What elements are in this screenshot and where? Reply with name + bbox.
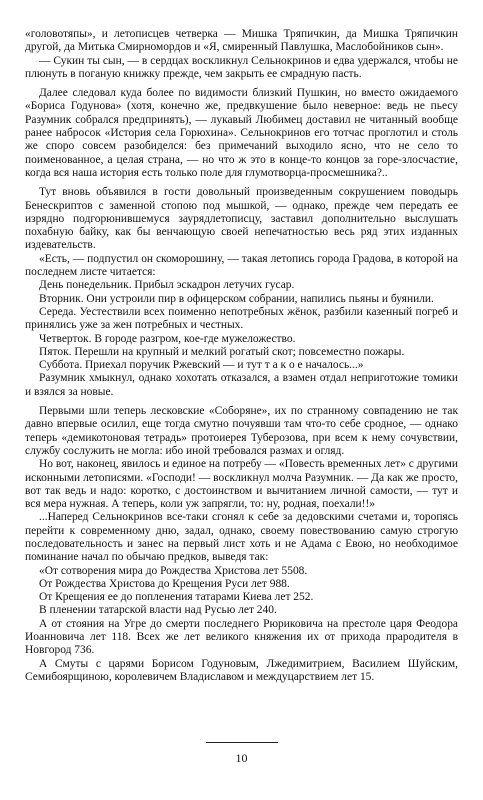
footer-divider: [206, 742, 278, 743]
paragraph: Первыми шли теперь лесковские «Соборяне», их по странному совпадению не так давно впервые осилил, еще тогда смутно почуявши там что-то себе сродное, — однако теперь «демикотоновая тетрадь» протоиерея Туберозова, при всем к нему сочувствии, службу сослужить не могла: ибо иной требовался размах и огляд.: [25, 405, 458, 457]
chronicle-entry: День понедельник. Прибыл эскадрон летучих гусар.: [39, 279, 295, 292]
chronology-line: А Смуты с царями Борисом Годуновым, Лжедимитрием, Василием Шуйским, Семибоярщиною, королевичем Владиславом и междуцарствием лет 15.: [25, 657, 458, 683]
paragraph: «головотяпы», и летописцев четверка — Мишка Тряпичкин, да Мишка Тряпичкин другой, да Митька Смирномордов и «Я, смиренный Павлушка, Маслобойников сын».: [25, 28, 458, 54]
chronicle-entry: Вторник. Они устроили пир в офицерском собрании, напились пьяны и буянили.: [39, 292, 434, 305]
paragraph: Далее следовал куда более по видимости близкий Пушкин, но вместо ожидаемого «Бориса Годунова» (хотя, конечно же, предвкушение было неверное: ведь не пьесу Разумник собрался предпринять), — лукавый Любимец доставил не читанный вообще ранее набросок «История села Горюхина». Сельнокринов его тотчас проглотил и столь же споро совсем разобиделся: без примечаний выходило ясно, что не село то поименованное, а целая страна, — но что ж это в конце-то концов за горе-злосчастие, когда вся наша история есть только поле для глумотворца-просмешника?..: [25, 87, 458, 179]
chronicle-entry: Суббота. Приехал поручик Ржевский — и тут т а к о е началось...»: [39, 359, 364, 372]
chronicle-entry: Середа. Уестествили всех поименно непотребных жёнок, разбили казенный погреб и принялись уже за жен потребных и честных.: [25, 305, 458, 332]
paragraph: Но вот, наконец, явилось и единое на потребу — «Повесть временных лет» с другими исконными летописями. «Господи! — воскликнул молча Разумник. — Да как же просто, вот так ведь и надо: коротко, с достоинством и вычитанием личной самости, — тут и вся мера нужная. А теперь, коли уж запрягли, то: ну, родная, поехали!!»: [25, 458, 458, 511]
page-number: 10: [235, 751, 248, 765]
paragraph: — Сукин ты сын, — в сердцах воскликнул Сельнокринов и едва удержался, чтобы не плюнуть в поганую книжку прежде, чем закрыть ее смрадную пасть.: [25, 54, 458, 80]
paragraph: Разумник хмыкнул, однако хохотать отказался, а взамен отдал неприготожие томики и взялся за новые.: [25, 372, 458, 398]
chronicle-entry: Пяток. Перешли на крупный и мелкий рогатый скот; повсеместно пожары.: [39, 345, 405, 358]
chronology-line: «От сотворения мира до Рождества Христова лет 5508.: [39, 564, 308, 577]
paragraph: Тут вновь объявился в гости довольный произведенным сокрушением поводырь Бенескриптов с заменной стопою под мышкой, — однако, прежде чем передать ее изрядно подгорюнившемуся заурядлетописцу, заставил дополнительно выслушать похабную байку, как бы венчающую своей непечатностью весь ряд этих изданных издевательств.: [25, 186, 458, 252]
paragraph: ...Наперед Сельнокринов все-таки сгонял к себе за дедовскими счетами и, торопясь перейти к современному дню, задал, однако, своему повествованию самую строгую последовательность и занес на первый лист хоть и не Адама с Евою, но необходимое поминание начал по обычаю предков, выведя так:: [25, 511, 458, 564]
paragraph: «Есть, — подпустил он скоморошину, — такая летопись города Градова, в которой на последнем листе читается:: [25, 252, 458, 279]
body-text: [25, 28, 458, 684]
chronology-line: А от стояния на Угре до смерти последнего Рюриковича на престоле царя Феодора Иоанновича лет 118. Всех же лет великого княжения их от прихода прародителя в Новгород 736.: [25, 617, 458, 657]
chronology-line: От Рождества Христова до Крещения Руси лет 988.: [39, 577, 290, 590]
chronicle-entry: Четверток. В городе разгром, кое-где мужеложество.: [39, 332, 296, 345]
chronology-line: От Крещения ее до попленения татарами Киева лет 252.: [39, 591, 314, 604]
chronology-line: В пленении татарской власти над Русью лет 240.: [39, 604, 277, 617]
